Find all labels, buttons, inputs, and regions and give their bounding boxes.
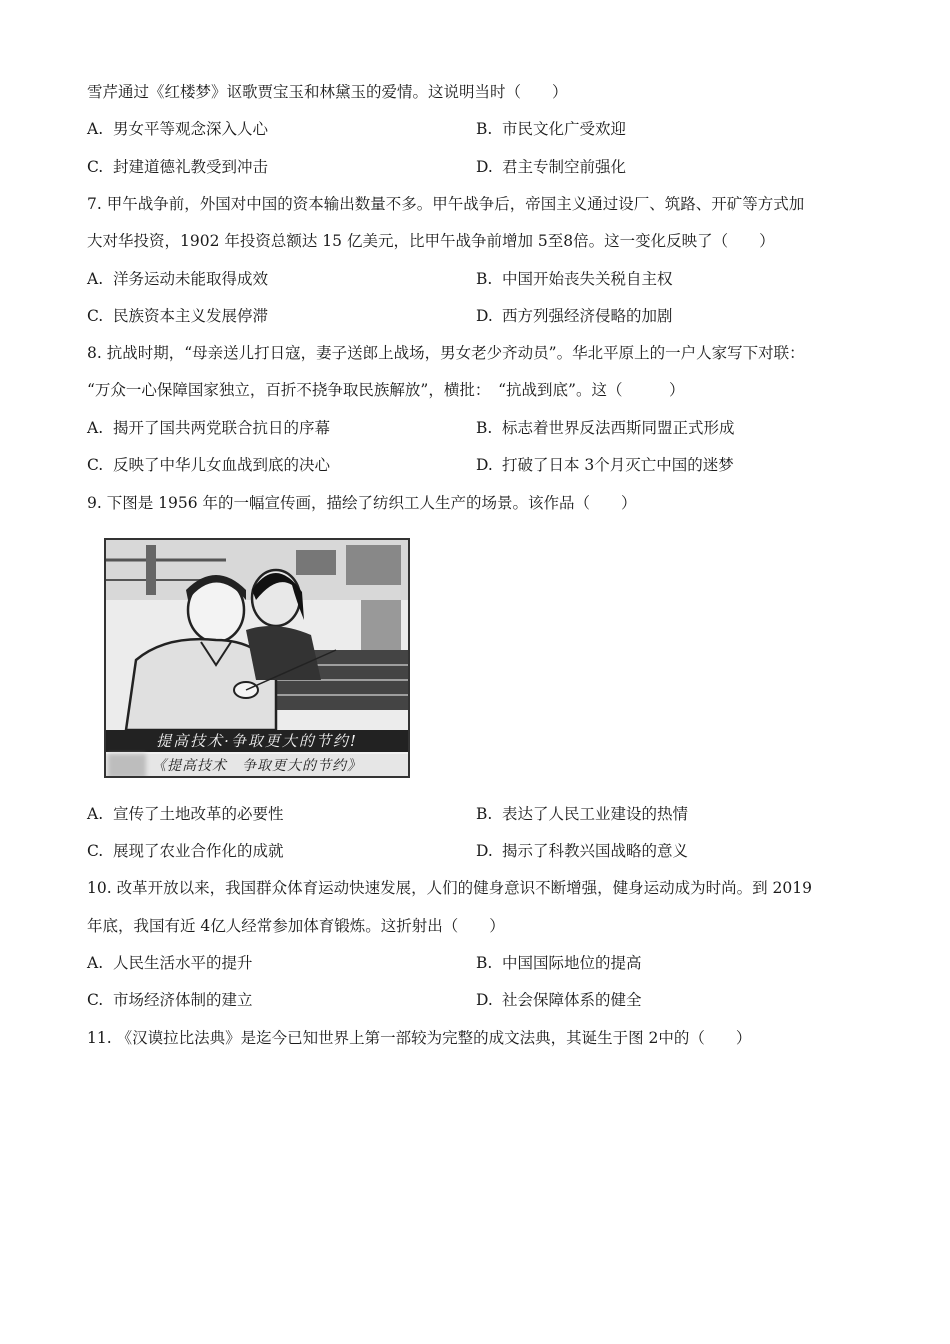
option-letter: A. bbox=[87, 419, 104, 437]
option-letter: D. bbox=[476, 456, 493, 474]
q8-option-a[interactable] bbox=[87, 418, 330, 438]
q6-option-b[interactable] bbox=[476, 119, 626, 139]
q10-option-a[interactable] bbox=[87, 953, 253, 973]
option-text: 中国开始丧失关税自主权 bbox=[502, 270, 673, 288]
option-letter: B. bbox=[476, 954, 493, 972]
q9-option-d[interactable] bbox=[476, 841, 688, 861]
option-text: 男女平等观念深入人心 bbox=[113, 120, 269, 138]
q8-stem-line-2: “万众一心保障国家独立，百折不挠争取民族解放”，横批： “抗战到底”。这（ ） bbox=[87, 381, 685, 399]
option-text: 人民生活水平的提升 bbox=[113, 954, 253, 972]
option-letter: D. bbox=[476, 842, 493, 860]
q9-option-b[interactable] bbox=[476, 804, 688, 824]
poster-caption: 《提高技术 争取更大的节约》 bbox=[106, 754, 408, 778]
q7-option-c[interactable] bbox=[87, 306, 268, 326]
option-letter: C. bbox=[87, 158, 104, 176]
q10-option-d[interactable] bbox=[476, 990, 642, 1010]
q11-stem: 11. 《汉谟拉比法典》是迄今已知世界上第一部较为完整的成文法典，其诞生于图 2中的（ ） bbox=[87, 1029, 752, 1047]
option-text: 封建道德礼教受到冲击 bbox=[113, 158, 269, 176]
q10-option-b[interactable] bbox=[476, 953, 642, 973]
option-text: 市民文化广受欢迎 bbox=[502, 120, 627, 138]
q6-stem: 雪芹通过《红楼梦》讴歌贾宝玉和林黛玉的爱情。这说明当时（ ） bbox=[87, 83, 568, 101]
q10-option-c[interactable] bbox=[87, 990, 253, 1010]
option-letter: C. bbox=[87, 307, 104, 325]
q6-option-d[interactable] bbox=[476, 157, 626, 177]
option-text: 打破了日本 3个月灭亡中国的迷梦 bbox=[502, 456, 734, 474]
propaganda-poster-image bbox=[104, 538, 410, 778]
option-letter: A. bbox=[87, 270, 104, 288]
option-letter: A. bbox=[87, 120, 104, 138]
option-text: 市场经济体制的建立 bbox=[113, 991, 253, 1009]
option-letter: C. bbox=[87, 991, 104, 1009]
option-letter: B. bbox=[476, 805, 493, 823]
q8-option-d[interactable] bbox=[476, 455, 734, 475]
option-text: 揭开了国共两党联合抗日的序幕 bbox=[113, 419, 331, 437]
option-letter: D. bbox=[476, 158, 493, 176]
option-letter: B. bbox=[476, 270, 493, 288]
option-letter: B. bbox=[476, 419, 493, 437]
q6-option-c[interactable] bbox=[87, 157, 268, 177]
option-text: 民族资本主义发展停滞 bbox=[113, 307, 269, 325]
option-text: 西方列强经济侵略的加剧 bbox=[502, 307, 673, 325]
q7-stem-line-1: 7. 甲午战争前，外国对中国的资本输出数量不多。甲午战争后，帝国主义通过设厂、筑路、开矿等方式加 bbox=[87, 195, 805, 213]
option-letter: B. bbox=[476, 120, 493, 138]
q7-option-b[interactable] bbox=[476, 269, 673, 289]
option-letter: D. bbox=[476, 991, 493, 1009]
q7-stem-line-2: 大对华投资，1902 年投资总额达 15 亿美元，比甲午战争前增加 5至8倍。这一变化反映了（ ） bbox=[87, 232, 775, 250]
option-text: 标志着世界反法西斯同盟正式形成 bbox=[502, 419, 735, 437]
q8-option-b[interactable] bbox=[476, 418, 735, 438]
option-text: 社会保障体系的健全 bbox=[502, 991, 642, 1009]
option-text: 反映了中华儿女血战到底的决心 bbox=[113, 456, 331, 474]
q10-stem-line-1: 10. 改革开放以来，我国群众体育运动快速发展，人们的健身意识不断增强，健身运动成为时尚。到 2019 bbox=[87, 879, 812, 897]
option-letter: A. bbox=[87, 954, 104, 972]
q9-stem: 9. 下图是 1956 年的一幅宣传画，描绘了纺织工人生产的场景。该作品（ ） bbox=[87, 494, 637, 512]
option-text: 展现了农业合作化的成就 bbox=[113, 842, 284, 860]
watermark-blur bbox=[108, 754, 146, 778]
option-text: 表达了人民工业建设的热情 bbox=[502, 805, 689, 823]
option-letter: C. bbox=[87, 456, 104, 474]
poster-illustration bbox=[106, 540, 408, 730]
option-letter: A. bbox=[87, 805, 104, 823]
option-letter: D. bbox=[476, 307, 493, 325]
option-text: 君主专制空前强化 bbox=[502, 158, 627, 176]
option-letter: C. bbox=[87, 842, 104, 860]
option-text: 揭示了科教兴国战略的意义 bbox=[502, 842, 689, 860]
option-text: 中国国际地位的提高 bbox=[502, 954, 642, 972]
q7-option-a[interactable] bbox=[87, 269, 268, 289]
q10-stem-line-2: 年底，我国有近 4亿人经常参加体育锻炼。这折射出（ ） bbox=[87, 917, 505, 935]
q9-option-c[interactable] bbox=[87, 841, 284, 861]
poster-banner-text: 提高技术·争取更大的节约! bbox=[106, 730, 408, 752]
q8-stem-line-1: 8. 抗战时期，“母亲送儿打日寇，妻子送郎上战场，男女老少齐动员”。华北平原上的一户人家写下对联： bbox=[87, 344, 805, 362]
option-text: 宣传了土地改革的必要性 bbox=[113, 805, 284, 823]
q6-option-a[interactable] bbox=[87, 119, 268, 139]
q8-option-c[interactable] bbox=[87, 455, 330, 475]
q7-option-d[interactable] bbox=[476, 306, 673, 326]
option-text: 洋务运动未能取得成效 bbox=[113, 270, 269, 288]
q9-option-a[interactable] bbox=[87, 804, 284, 824]
